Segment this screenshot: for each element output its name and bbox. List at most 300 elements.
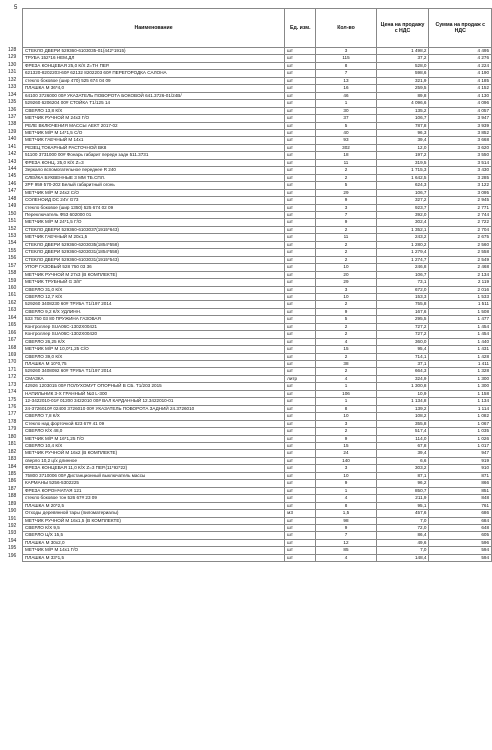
cell-qty: 9 xyxy=(316,219,376,226)
row-number: 156 xyxy=(8,255,17,262)
cell-name: ФРЕЗА КОНЦЕВАЯ 25,0 К/Х Z=TH ПЕР. xyxy=(23,62,285,69)
cell-price: 319,5 xyxy=(376,159,429,166)
cell-unit: шт xyxy=(285,122,316,129)
cell-unit: шт xyxy=(285,271,316,278)
row-number: 151 xyxy=(8,218,17,225)
cell-unit: шт xyxy=(285,428,316,435)
cell-unit: шт xyxy=(285,517,316,524)
cell-qty: 4 xyxy=(316,338,376,345)
row-number: 161 xyxy=(8,292,17,299)
cell-qty: 2 xyxy=(316,226,376,233)
cell-name: МЕТЧИК М/Р М 10,0*1,25 С/О xyxy=(23,346,285,353)
cell-name: УПОР ГАЗОВЫЙ 528 750 03 36 xyxy=(23,264,285,271)
cell-sum: 3 947 xyxy=(429,115,492,122)
row-number: 145 xyxy=(8,173,17,180)
table-row xyxy=(23,241,492,248)
row-number: 138 xyxy=(8,121,17,128)
cell-price: 360,0 xyxy=(376,338,429,345)
table-row xyxy=(23,293,492,300)
cell-price: 6,6 xyxy=(376,457,429,464)
cell-name: СВЕРЛО 13,8 К/Х xyxy=(23,107,285,114)
cell-qty: 5 xyxy=(316,122,376,129)
table-row xyxy=(23,502,492,509)
cell-sum: 2 744 xyxy=(429,211,492,218)
row-number: 150 xyxy=(8,210,17,217)
cell-price: 95,1 xyxy=(376,502,429,509)
cell-qty: 9 xyxy=(316,435,376,442)
cell-qty: 1 xyxy=(316,487,376,494)
cell-unit: шт xyxy=(285,197,316,204)
cell-unit: шт xyxy=(285,405,316,412)
cell-unit: шт xyxy=(285,465,316,472)
cell-price: 95,4 xyxy=(376,346,429,353)
cell-qty: 15 xyxy=(316,346,376,353)
row-number: 174 xyxy=(8,389,17,396)
row-number: 129 xyxy=(8,54,17,61)
cell-price: 167,6 xyxy=(376,308,429,315)
cell-name: 24-3726010# 02400 3726010 00# УКАЗАТЕЛЬ ПОВОРОТА ЗАДНИЙ 24.3726010 xyxy=(23,405,285,412)
cell-name: МЕТЧИК М/Р М 24х2 С/О xyxy=(23,189,285,196)
cell-price: 197,2 xyxy=(376,152,429,159)
cell-name: СВЕРЛО 9,2 К/Х УДЛИНН. xyxy=(23,308,285,315)
header-price: Цена на продажу с НДС xyxy=(376,9,429,48)
cell-qty: 4 xyxy=(316,495,376,502)
top-cropped-strip xyxy=(0,0,488,6)
cell-unit: шт xyxy=(285,353,316,360)
table-row xyxy=(23,249,492,256)
cell-name: СТЕКЛО ДВЕРИ 529360-6103035-01(442*1915) xyxy=(23,48,285,55)
cell-price: 89,8 xyxy=(376,92,429,99)
table-row xyxy=(23,443,492,450)
cell-qty: 106 xyxy=(316,390,376,397)
cell-name: ТРУБА 152*16 НЕМ.ДЛ xyxy=(23,55,285,62)
cell-name: стекло боковое (шир 1350) 525 674 02 09 xyxy=(23,204,285,211)
inventory-table xyxy=(22,8,492,562)
cell-qty: 2 xyxy=(316,241,376,248)
table-row xyxy=(23,495,492,502)
cell-qty: 1 xyxy=(316,100,376,107)
row-number: 185 xyxy=(8,470,17,477)
row-number: 146 xyxy=(8,180,17,187)
cell-qty: 37 xyxy=(316,115,376,122)
cell-name: 529260 6206204 00# СТОЙКА Т1/125 14 xyxy=(23,100,285,107)
cell-sum: 3 668 xyxy=(429,137,492,144)
table-row xyxy=(23,301,492,308)
cell-unit: шт xyxy=(285,316,316,323)
cell-unit: шт xyxy=(285,92,316,99)
cell-sum: 3 852 xyxy=(429,129,492,136)
cell-qty: 18 xyxy=(316,152,376,159)
cell-qty: 7 xyxy=(316,532,376,539)
cell-unit: шт xyxy=(285,129,316,136)
cell-price: 108,2 xyxy=(376,413,429,420)
table-row xyxy=(23,204,492,211)
row-number: 168 xyxy=(8,344,17,351)
cell-price: 37,2 xyxy=(376,55,429,62)
cell-unit: шт xyxy=(285,226,316,233)
table-row xyxy=(23,383,492,390)
cell-price: 135,2 xyxy=(376,107,429,114)
row-number: 176 xyxy=(8,404,17,410)
cell-qty: 11 xyxy=(316,159,376,166)
cell-price: 49,6 xyxy=(376,539,429,546)
table-row xyxy=(23,107,492,114)
table-row xyxy=(23,256,492,263)
cell-name: 621320-8202203-60# 62132 8202203 60# ПЕРЕГОРОДКА САЛОНА xyxy=(23,70,285,77)
cell-unit: шт xyxy=(285,457,316,464)
cell-qty: 29 xyxy=(316,279,376,286)
cell-sum: 1 300 xyxy=(429,375,492,382)
cell-sum: 4 495 xyxy=(429,48,492,55)
cell-sum: 2 558 xyxy=(429,249,492,256)
cell-name: сверло 10,2 ц/х длинное xyxy=(23,457,285,464)
cell-sum: 2 560 xyxy=(429,241,492,248)
cell-name: МЕТЧИК РУЧНОЙ М 16х2 (В КОМПЛЕКТЕ) xyxy=(23,450,285,457)
cell-qty: 2 xyxy=(316,174,376,181)
cell-price: 7,0 xyxy=(376,547,429,554)
cell-price: 72,0 xyxy=(376,525,429,532)
cell-price: 96,3 xyxy=(376,129,429,136)
row-number: 134 xyxy=(8,91,17,98)
cell-unit: шт xyxy=(285,480,316,487)
row-number: 191 xyxy=(8,515,17,522)
table-row xyxy=(23,197,492,204)
cell-name: СВЕРЛО К/Х 48,0 xyxy=(23,428,285,435)
cell-price: 96,2 xyxy=(376,480,429,487)
cell-unit: шт xyxy=(285,204,316,211)
cell-sum: 1 508 xyxy=(429,308,492,315)
row-number: 180 xyxy=(8,433,17,440)
table-row xyxy=(23,532,492,539)
cell-unit: шт xyxy=(285,55,316,62)
cell-name: Контроллер SUA06C-1302X00421 xyxy=(23,323,285,330)
cell-qty: 16 xyxy=(316,85,376,92)
cell-qty: 10 xyxy=(316,472,376,479)
cell-sum: 2 945 xyxy=(429,197,492,204)
cell-price: 4 096,6 xyxy=(376,100,429,107)
cell-unit: шт xyxy=(285,547,316,554)
row-number: 135 xyxy=(8,99,17,106)
row-number: 159 xyxy=(8,277,17,284)
cell-unit: шт xyxy=(285,249,316,256)
cell-qty: 9 xyxy=(316,308,376,315)
cell-name: СТЕКЛО ДВЕРИ 529360-6103031(1915*543) xyxy=(23,256,285,263)
cell-name: 75800 3710006 00# Дистанционный выключатель массы xyxy=(23,472,285,479)
cell-qty: 10 xyxy=(316,293,376,300)
cell-sum: 910 xyxy=(429,465,492,472)
table-row xyxy=(23,316,492,323)
row-number: 137 xyxy=(8,113,17,120)
cell-sum: 3 620 xyxy=(429,144,492,151)
cell-name: СВЕРЛО 12,7 К/Х xyxy=(23,293,285,300)
cell-unit: шт xyxy=(285,450,316,457)
cell-unit: шт xyxy=(285,70,316,77)
cell-sum: 1 082 xyxy=(429,413,492,420)
cell-unit: шт xyxy=(285,472,316,479)
cell-sum: 3 095 xyxy=(429,189,492,196)
cell-sum: 3 122 xyxy=(429,182,492,189)
table-row xyxy=(23,323,492,330)
cell-name: СВЕРЛО 26,25 К/Х xyxy=(23,338,285,345)
cell-price: 787,8 xyxy=(376,122,429,129)
table-row xyxy=(23,413,492,420)
cell-qty: 4 xyxy=(316,375,376,382)
cell-price: 517,4 xyxy=(376,428,429,435)
cell-price: 321,9 xyxy=(376,77,429,84)
cell-name: 64100 3726000 00# УКАЗАТЕЛЬ ПОВОРОТА БОКОВОЙ 641.3726-01/24В/ xyxy=(23,92,285,99)
row-number-column xyxy=(0,47,20,560)
cell-price: 457,6 xyxy=(376,510,429,517)
cell-name: СВЕРЛО К/Х 9,5 xyxy=(23,525,285,532)
cell-sum: 1 533 xyxy=(429,293,492,300)
table-row xyxy=(23,286,492,293)
cell-price: 923,7 xyxy=(376,204,429,211)
cell-sum: 871 xyxy=(429,472,492,479)
cell-name: 529260 3408092 60# ТРУБА Т1/197 2014 xyxy=(23,368,285,375)
table-row xyxy=(23,219,492,226)
table-row xyxy=(23,271,492,278)
cell-sum: 4 152 xyxy=(429,85,492,92)
table-row xyxy=(23,129,492,136)
cell-sum: 4 276 xyxy=(429,55,492,62)
cell-sum: 1 328 xyxy=(429,368,492,375)
row-number: 128 xyxy=(8,47,17,53)
cell-name: МЕТЧИК М/Р М 14х1 Г/О xyxy=(23,547,285,554)
cell-unit: шт xyxy=(285,487,316,494)
cell-qty: 24 xyxy=(316,450,376,457)
table-row xyxy=(23,189,492,196)
cell-unit: шт xyxy=(285,219,316,226)
cell-price: 67,8 xyxy=(376,443,429,450)
cell-qty: 85 xyxy=(316,547,376,554)
cell-sum: 2 675 xyxy=(429,234,492,241)
cell-name: ПЛАШКА М 36*4,0 xyxy=(23,85,285,92)
cell-sum: 1 067 xyxy=(429,420,492,427)
row-number: 155 xyxy=(8,247,17,254)
row-number: 164 xyxy=(8,314,17,321)
cell-name: МЕТЧИК М/Р М 14*1,5 С/О xyxy=(23,129,285,136)
cell-qty: 2 xyxy=(316,167,376,174)
cell-name: СВЕРЛО Ц/Х 15,5 xyxy=(23,532,285,539)
cell-qty: 140 xyxy=(316,457,376,464)
table-row xyxy=(23,174,492,181)
cell-name: НАПИЛЬНИК 3-Х ГРАННЫЙ №3 L-300 xyxy=(23,390,285,397)
cell-unit: шт xyxy=(285,502,316,509)
table-row xyxy=(23,480,492,487)
cell-unit: шт xyxy=(285,420,316,427)
cell-sum: 4 190 xyxy=(429,70,492,77)
cell-unit: литр xyxy=(285,375,316,382)
cell-name: МЕТЧИК ГАЕЧНЫЙ М 20х1,5 xyxy=(23,234,285,241)
cell-price: 148,4 xyxy=(376,554,429,561)
table-row xyxy=(23,539,492,546)
cell-unit: шт xyxy=(285,539,316,546)
cell-name: 2PF 959 570-202 Белый габаритный огонь xyxy=(23,182,285,189)
row-number: 171 xyxy=(8,366,17,373)
cell-price: 246,8 xyxy=(376,264,429,271)
cell-sum: 4 224 xyxy=(429,62,492,69)
cell-unit: шт xyxy=(285,77,316,84)
row-number: 165 xyxy=(8,322,17,329)
row-number: 182 xyxy=(8,448,17,455)
cell-price: 12,0 xyxy=(376,144,429,151)
row-number: 142 xyxy=(8,151,17,158)
cell-name: СЛЕЙКА БУКВЕННЫЕ 3 ММ ТБ.СПЛ. xyxy=(23,174,285,181)
cell-qty: 40 xyxy=(316,129,376,136)
cell-unit: шт xyxy=(285,286,316,293)
cell-qty: 5 xyxy=(316,182,376,189)
cell-sum: 686 xyxy=(429,510,492,517)
cell-name: 533 750 03 80 ПРУЖИНА ГАЗОВАЯ xyxy=(23,316,285,323)
cell-qty: 11 xyxy=(316,234,376,241)
cell-sum: 848 xyxy=(429,495,492,502)
cell-qty: 2 xyxy=(316,331,376,338)
cell-name: МЕТЧИК РУЧНОЙ М 24х3 Г/О xyxy=(23,115,285,122)
table-row xyxy=(23,279,492,286)
cell-sum: 4 130 xyxy=(429,92,492,99)
cell-sum: 1 300 xyxy=(429,383,492,390)
cell-unit: шт xyxy=(285,107,316,114)
table-row xyxy=(23,152,492,159)
cell-sum: 1 411 xyxy=(429,361,492,368)
cell-price: 86,4 xyxy=(376,532,429,539)
cell-sum: 1 017 xyxy=(429,443,492,450)
cell-price: 1 280,2 xyxy=(376,241,429,248)
row-number: 160 xyxy=(8,285,17,291)
cell-price: 1 279,4 xyxy=(376,249,429,256)
cell-unit: м3 xyxy=(285,510,316,517)
row-number: 175 xyxy=(8,396,17,403)
cell-qty: 46 xyxy=(316,92,376,99)
cell-price: 1 274,7 xyxy=(376,256,429,263)
cell-name: СВЕРЛО 39,0 К/Х xyxy=(23,353,285,360)
cell-qty: 7 xyxy=(316,70,376,77)
cell-qty: 2 xyxy=(316,256,376,263)
cell-qty: 8 xyxy=(316,405,376,412)
cell-unit: шт xyxy=(285,338,316,345)
table-row xyxy=(23,435,492,442)
cell-qty: 3 xyxy=(316,204,376,211)
cell-name: 529260 3408230 60# ТРУБА Т1/197 2014 xyxy=(23,301,285,308)
cell-qty: 9 xyxy=(316,197,376,204)
cell-price: 672,0 xyxy=(376,286,429,293)
cell-qty: 1 xyxy=(316,398,376,405)
row-number: 133 xyxy=(8,84,17,91)
table-row xyxy=(23,308,492,315)
table-row xyxy=(23,122,492,129)
cell-unit: шт xyxy=(285,435,316,442)
table-row xyxy=(23,338,492,345)
table-row xyxy=(23,331,492,338)
table-row xyxy=(23,182,492,189)
cell-price: 243,2 xyxy=(376,234,429,241)
row-number: 153 xyxy=(8,232,17,239)
cell-price: 259,5 xyxy=(376,85,429,92)
cell-unit: шт xyxy=(285,100,316,107)
row-number: 196 xyxy=(8,552,17,559)
cell-unit: шт xyxy=(285,62,316,69)
cell-qty: 13 xyxy=(316,77,376,84)
cell-unit: шт xyxy=(285,495,316,502)
cell-sum: 1 114 xyxy=(429,405,492,412)
cell-unit: шт xyxy=(285,301,316,308)
cell-sum: 605 xyxy=(429,532,492,539)
table-row xyxy=(23,226,492,233)
row-number-header: 5 xyxy=(14,5,18,11)
cell-name: СВЕРЛО 7,8 К/Х xyxy=(23,413,285,420)
cell-name: ФРЕЗА КОНЦ. 25,0 К/Х Z=3 xyxy=(23,159,285,166)
cell-sum: 851 xyxy=(429,487,492,494)
cell-qty: 8 xyxy=(316,502,376,509)
cell-price: 87,1 xyxy=(376,472,429,479)
cell-name: МЕТЧИК М/Р М 16*1,25 Г/О xyxy=(23,435,285,442)
cell-price: 850,7 xyxy=(376,487,429,494)
table-row xyxy=(23,525,492,532)
table-row xyxy=(23,234,492,241)
cell-unit: шт xyxy=(285,211,316,218)
table-row xyxy=(23,517,492,524)
cell-unit: шт xyxy=(285,390,316,397)
cell-price: 7,0 xyxy=(376,517,429,524)
cell-sum: 2 722 xyxy=(429,219,492,226)
cell-price: 39,4 xyxy=(376,450,429,457)
cell-sum: 2 134 xyxy=(429,271,492,278)
cell-qty: 38 xyxy=(316,361,376,368)
cell-qty: 1,5 xyxy=(316,510,376,517)
cell-price: 598,6 xyxy=(376,70,429,77)
cell-unit: шт xyxy=(285,85,316,92)
cell-sum: 1 431 xyxy=(429,346,492,353)
cell-sum: 648 xyxy=(429,525,492,532)
cell-sum: 4 096 xyxy=(429,100,492,107)
row-number: 177 xyxy=(8,411,17,418)
row-number: 157 xyxy=(8,262,17,269)
cell-unit: шт xyxy=(285,137,316,144)
cell-sum: 4 057 xyxy=(429,107,492,114)
cell-unit: шт xyxy=(285,308,316,315)
cell-unit: шт xyxy=(285,525,316,532)
cell-name: ФРЕЗА КОНЦЕВАЯ 11,0 К/Х Z=3 ПЕР.(11*92*22) xyxy=(23,465,285,472)
row-number: 158 xyxy=(8,270,17,277)
cell-unit: шт xyxy=(285,144,316,151)
cell-unit: шт xyxy=(285,361,316,368)
cell-name: МЕТЧИК ГАЕЧНЫЙ М 14х1 xyxy=(23,137,285,144)
cell-unit: шт xyxy=(285,293,316,300)
row-number: 179 xyxy=(8,426,17,433)
table-row xyxy=(23,420,492,427)
cell-name: МЕТЧИК РУЧНОЙ М 16х1,5 (В КОМПЛЕКТЕ) xyxy=(23,517,285,524)
cell-price: 664,3 xyxy=(376,368,429,375)
table-header-row xyxy=(23,9,492,48)
cell-sum: 866 xyxy=(429,480,492,487)
table-row xyxy=(23,144,492,151)
header-unit: Ед. изм. xyxy=(285,9,316,48)
table-row xyxy=(23,70,492,77)
row-number: 190 xyxy=(8,508,17,515)
cell-sum: 1 428 xyxy=(429,353,492,360)
table-row xyxy=(23,353,492,360)
cell-name: Зеркало вспомогательное переднее R 240 xyxy=(23,167,285,174)
cell-price: 324,9 xyxy=(376,375,429,382)
cell-sum: 1 440 xyxy=(429,338,492,345)
row-number: 152 xyxy=(8,225,17,232)
cell-price: 1 498,2 xyxy=(376,48,429,55)
cell-qty: 3 xyxy=(316,48,376,55)
cell-qty: 10 xyxy=(316,264,376,271)
row-number: 194 xyxy=(8,537,17,544)
table-row xyxy=(23,92,492,99)
row-number: 169 xyxy=(8,351,17,358)
